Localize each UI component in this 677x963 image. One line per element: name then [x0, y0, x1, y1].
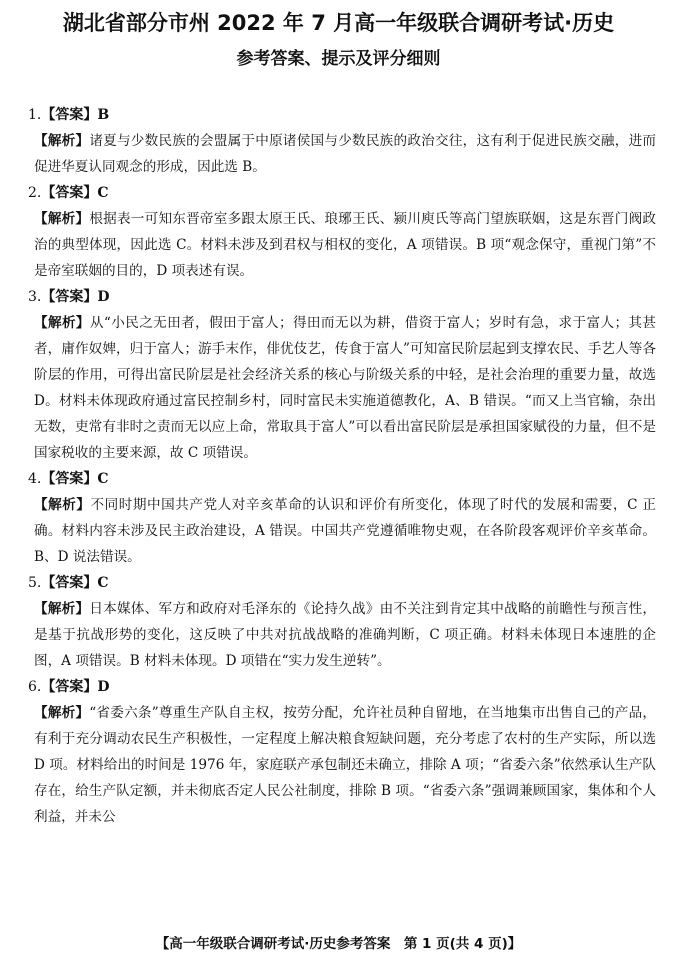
- page-footer: 【高一年级联合调研考试·历史参考答案 第 1 页(共 4 页)】: [155, 936, 522, 952]
- answer-label: 【答案】: [41, 575, 98, 591]
- answer-line: [28, 674, 656, 700]
- answer-line: [28, 570, 656, 596]
- analysis-body: 诸夏与少数民族的会盟属于中原诸侯国与少数民族的政治交往，这有利于促进民族交融，进而促进华夏认同观念的形成，因此选 B。: [34, 133, 656, 175]
- page-title: 湖北省部分市州 2022 年 7 月高一年级联合调研考试·历史: [62, 11, 615, 35]
- analysis-body: 日本媒体、军方和政府对毛泽东的《论持久战》由不关注到肯定其中战略的前瞻性与预言性，是基于抗战形势的变化，这反映了中共对抗战战略的准确判断，C 项正确。材料未体现日本速胜的企图，A 项错误。B 材料未体现。D 项错在“实力发生逆转”。: [34, 601, 656, 669]
- question-item-6: [28, 674, 656, 830]
- analysis-body: 从“小民之无田者，假田于富人；得田而无以为耕，借资于富人；岁时有急，求于富人；其甚者，庸作奴婢，归于富人；游手末作，俳优伎艺，传食于富人”可知富民阶层起到支撑农民、手艺人等各阶层的作用，可得出富民阶层是社会经济关系的核心与阶级关系的中轻，是社会治理的重要力量，故选 D。材料未体现政府通过富民控制乡村，同时富民未实施道德教化，A、B 错误。“而又上当官输，杂出无数，吏常有非时之责而无以应上命，常取具于富人”可以看出富民阶层是承担国家赋役的力量，但不是国家税收的主要来源，故 C 项错误。: [34, 315, 657, 461]
- analysis-body: 不同时期中国共产党人对辛亥革命的认识和评价有所变化，体现了时代的发展和需要，C 正确。材料内容未涉及民主政治建设，A 错误。中国共产党遵循唯物史观，在各阶段客观评价辛亥革命。B、D 说法错误。: [34, 497, 656, 565]
- answer-value: C: [97, 185, 109, 201]
- analysis-text: [34, 492, 656, 570]
- answer-value: B: [97, 107, 110, 123]
- answer-label: 【答案】: [41, 185, 98, 201]
- question-item-3: [28, 284, 656, 466]
- analysis-body: 根据表一可知东晋帝室多跟太原王氏、琅琊王氏、颍川庾氏等高门望族联姻，这是东晋门阀政治的典型体现，因此选 C。材料未涉及到君权与相权的变化，A 项错误。B 项“观念保守，重视门第”不是帝室联姻的目的，D 项表述有误。: [34, 211, 656, 279]
- analysis-text: [34, 596, 656, 674]
- answer-line: [28, 102, 656, 128]
- analysis-text: [34, 206, 656, 284]
- analysis-text: [34, 310, 656, 466]
- answer-label: 【答案】: [41, 289, 98, 305]
- answer-value: D: [97, 679, 110, 695]
- answer-line: [28, 180, 656, 206]
- answer-line: [28, 284, 656, 310]
- question-item-2: [28, 180, 656, 284]
- question-item-4: [28, 466, 656, 570]
- question-number: 3.: [28, 289, 42, 305]
- question-item-5: [28, 570, 656, 674]
- answer-label: 【答案】: [41, 107, 98, 123]
- answer-value: C: [97, 575, 109, 591]
- question-item-1: [28, 102, 656, 180]
- analysis-text: [34, 700, 656, 830]
- analysis-text: [34, 128, 656, 180]
- analysis-label: 【解析】: [34, 133, 90, 149]
- answer-value: C: [97, 471, 109, 487]
- answer-label: 【答案】: [41, 679, 98, 695]
- question-number: 2.: [28, 185, 42, 201]
- question-number: 5.: [28, 575, 42, 591]
- question-number: 6.: [28, 679, 42, 695]
- analysis-label: 【解析】: [34, 211, 90, 227]
- analysis-label: 【解析】: [34, 497, 91, 513]
- answer-line: [28, 466, 656, 492]
- page-subtitle: 参考答案、提示及评分细则: [236, 49, 441, 69]
- analysis-label: 【解析】: [34, 601, 90, 617]
- answer-label: 【答案】: [41, 471, 98, 487]
- answer-list: [28, 102, 656, 830]
- analysis-label: 【解析】: [34, 315, 90, 331]
- analysis-body: “省委六条”尊重生产队自主权，按劳分配，允许社员种自留地，在当地集市出售自己的产品，有利于充分调动农民生产积极性，一定程度上解决粮食短缺问题，充分考虑了农村的生产实际，所以选 D 项。材料给出的时间是 1976 年，家庭联产承包制还未确立，排除 A 项；“省委六条”依然承认生产队存在，给生产队定额，并未彻底否定人民公社制度，排除 B 项。“省委六条”强调兼顾国家，集体和个人利益，并未公: [34, 705, 656, 825]
- answer-value: D: [97, 289, 110, 305]
- question-number: 1.: [28, 107, 42, 123]
- analysis-label: 【解析】: [34, 705, 90, 721]
- question-number: 4.: [28, 471, 42, 487]
